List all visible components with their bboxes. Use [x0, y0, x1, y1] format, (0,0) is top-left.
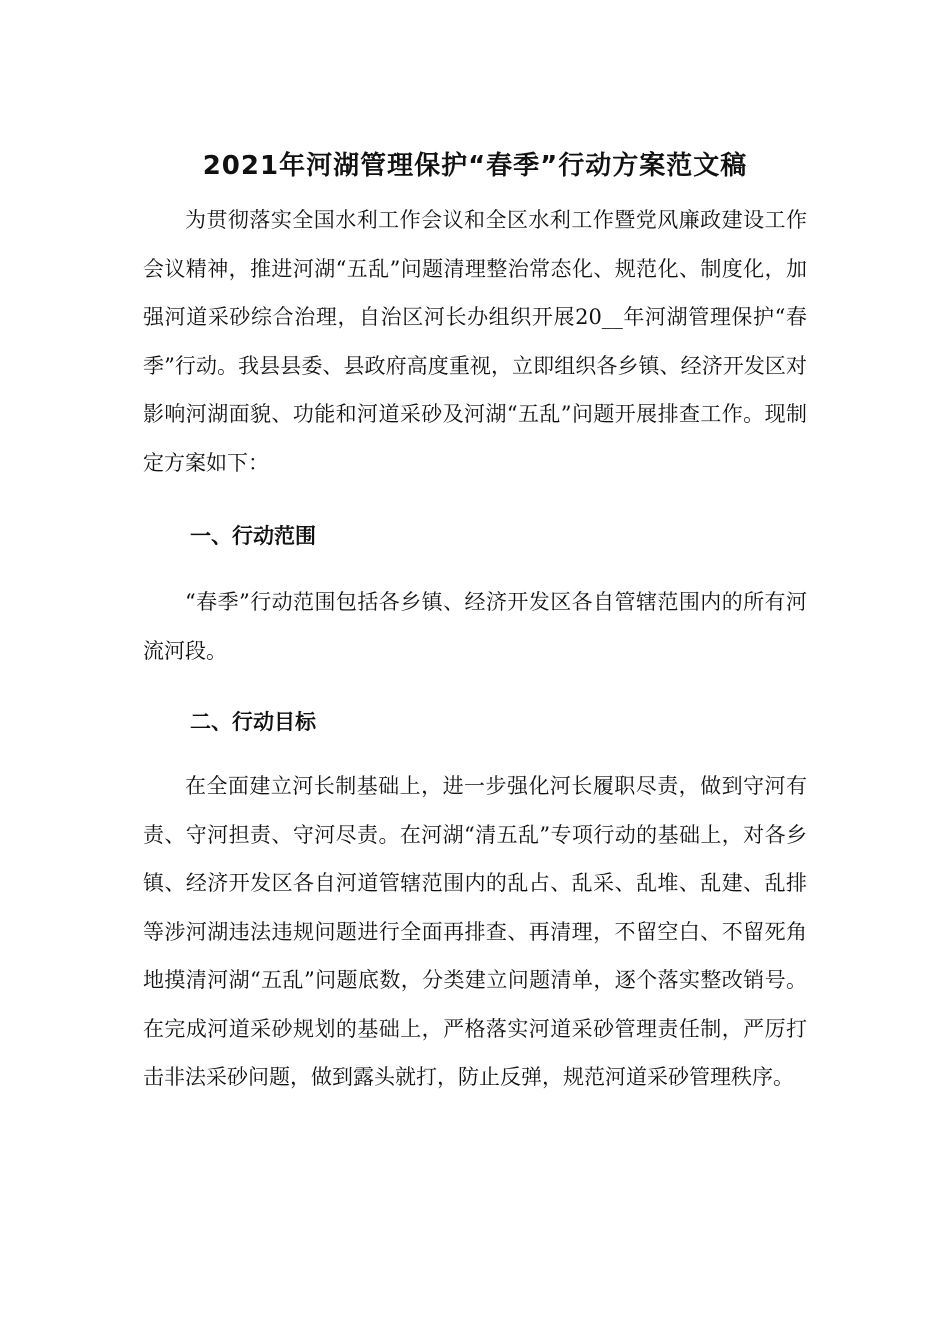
document-title: 2021年河湖管理保护“春季”行动方案范文稿 [202, 151, 748, 182]
section-text-scope: “春季”行动范围包括各乡镇、经济开发区各自管辖范围内的所有河流河段。 [143, 590, 807, 663]
section-heading-goals: 二、行动目标 [190, 710, 316, 734]
intro-paragraph: 为贯彻落实全国水利工作会议和全区水利工作暨党风廉政建设工作会议精神，推进河湖“五乱”问题清理整治常态化、规范化、制度化，加强河道采砂综合治理，自治区河长办组织开展20__年河湖管理保护“春季”行动。我县县委、县政府高度重视，立即组织各乡镇、经济开发区对影响河湖面貌、功能和河道采砂及河湖“五乱”问题开展排查工作。现制定方案如下： [143, 208, 807, 475]
section-heading-scope: 一、行动范围 [190, 524, 316, 548]
section-text-goals: 在全面建立河长制基础上，进一步强化河长履职尽责，做到守河有责、守河担责、守河尽责。在河湖“清五乱”专项行动的基础上，对各乡镇、经济开发区各自河道管辖范围内的乱占、乱采、乱堆、乱建、乱排等涉河湖违法违规问题进行全面再排查、再清理，不留空白、不留死角地摸清河湖“五乱”问题底数，分类建立问题清单，逐个落实整改销号。在完成河道采砂规划的基础上，严格落实河道采砂管理责任制，严厉打击非法采砂问题，做到露头就打，防止反弹，规范河道采砂管理秩序。 [143, 774, 807, 1089]
